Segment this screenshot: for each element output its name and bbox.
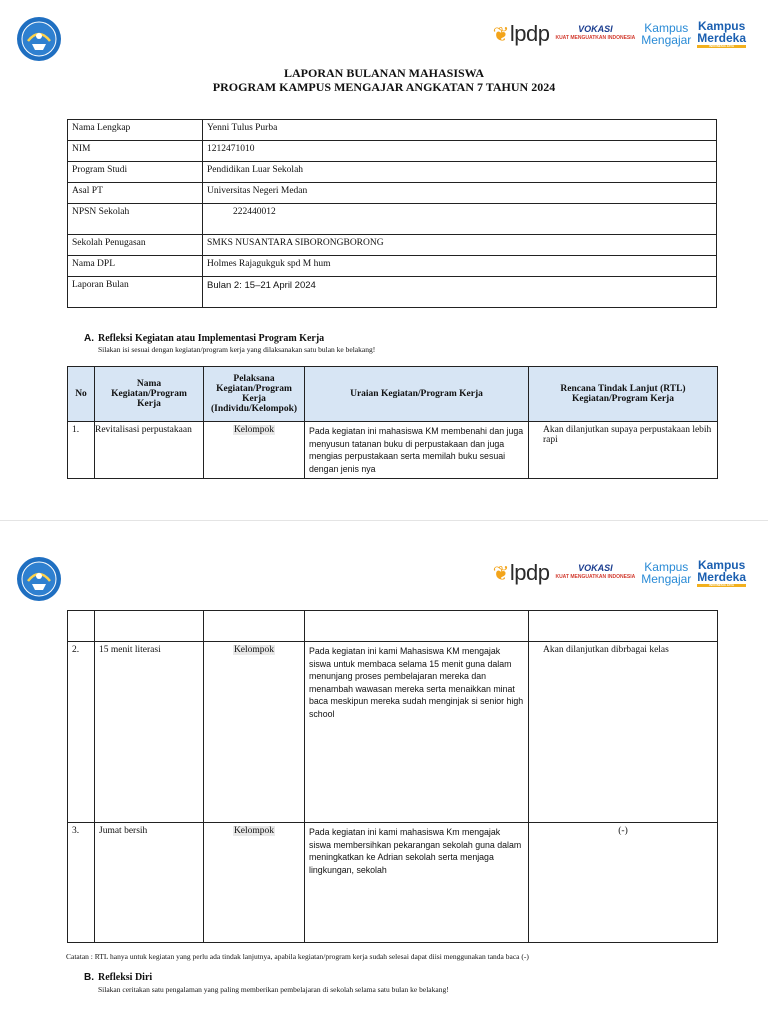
section-b-note: Silakan ceritakan satu pengalaman yang paling memberikan pembelajaran di sekolah selama satu bulan ke belakang! [98,985,449,994]
info-row: Nama DPL Holmes Rajagukguk spd M hum [68,256,717,277]
vokasi-logo: VOKASI KUAT MENGUATKAN INDONESIA [555,563,636,580]
partner-logos [493,20,746,48]
info-row: Sekolah Penugasan SMKS NUSANTARA SIBORONGBORONG [68,235,717,256]
info-row: Nama Lengkap Yenni Tulus Purba [68,120,717,141]
kampus-merdeka-logo: Kampus Merdeka INDONESIA JAYA [697,558,746,587]
table-row [68,611,718,642]
kampus-mengajar-logo: Kampus Mengajar [641,560,692,586]
header-nama: Nama Kegiatan/Program Kerja [95,367,204,422]
header-no: No [68,367,95,422]
lpdp-logo: ❦ lpdp [492,560,550,585]
kampus-merdeka-stripe: INDONESIA JAYA [697,45,746,48]
activity-table [67,366,718,479]
student-info-table [67,119,717,308]
partner-logos [493,559,746,587]
tut-wuri-handayani-logo-icon [17,17,61,61]
kampus-merdeka-stripe: INDONESIA JAYA [697,584,746,587]
lpdp-logo: ❦ lpdp [492,21,550,46]
info-row: NPSN Sekolah 222440012 [68,204,717,235]
activity-table-continued [67,610,718,943]
section-a-note: Silakan isi sesuai dengan kegiatan/program kerja yang dilaksanakan satu bulan ke belakang! [98,345,376,354]
table-row: 2. 15 menit literasi Kelompok Pada kegiatan ini kami Mahasiswa KM mengajak siswa untuk membaca selama 15 menit guna dalam menunjang proses pembelajaran mereka dan menambah wawasan mereka serta menaikkan minat baca meskipun mereka sudah menginjak si senior high school Akan dilanjutkan dibrbagai kelas [68,642,718,823]
vokasi-logo: VOKASI KUAT MENGUATKAN INDONESIA [555,24,636,41]
section-a-heading: A. Refleksi Kegiatan atau Implementasi Program Kerja [84,333,325,344]
tut-wuri-handayani-logo-icon [17,557,61,601]
header-rtl: Rencana Tindak Lanjut (RTL) Kegiatan/Program Kerja [529,367,718,422]
header-pelaksana: Pelaksana Kegiatan/Program Kerja (Individu/Kelompok) [204,367,305,422]
catatan-note: Catatan : RTL hanya untuk kegiatan yang perlu ada tindak lanjutnya, apabila kegiatan/program kerja sudah selesai dapat diisi menggunakan tanda baca (-) [66,952,529,961]
kampus-merdeka-logo: Kampus Merdeka INDONESIA JAYA [697,19,746,48]
info-row: Laporan Bulan Bulan 2: 15–21 April 2024 [68,277,717,308]
lpdp-leaf-icon: ❦ [492,562,509,585]
table-row: 1. Revitalisasi perpustakaan Kelompok Pada kegiatan ini mahasiswa KM membenahi dan juga menyusun tatanan buku di perpustakaan dan juga mengias perpustakaan serta memilah buku sesuai dengan jenis nya Akan dilanjutkan supaya perpustakaan lebih rapi [68,422,718,479]
activity-header-row [68,367,718,422]
report-page-2 [0,520,768,1025]
lpdp-leaf-icon: ❦ [492,23,509,46]
info-row: Asal PT Universitas Negeri Medan [68,183,717,204]
section-b-heading: B. Refleksi Diri [84,972,153,983]
report-title: LAPORAN BULANAN MAHASISWA PROGRAM KAMPUS MENGAJAR ANGKATAN 7 TAHUN 2024 [212,66,556,94]
kampus-mengajar-logo: Kampus Mengajar [641,21,692,47]
table-row: 3. Jumat bersih Kelompok Pada kegiatan ini kami mahasiswa Km mengajak siswa membersihkan pekarangan sekolah guna dalam meningkatkan ke Adrian sekolah serta menjaga lingkungan, sekolah (-) [68,823,718,943]
info-row: NIM 1212471010 [68,141,717,162]
info-row: Program Studi Pendidikan Luar Sekolah [68,162,717,183]
header-uraian: Uraian Kegiatan/Program Kerja [305,367,529,422]
